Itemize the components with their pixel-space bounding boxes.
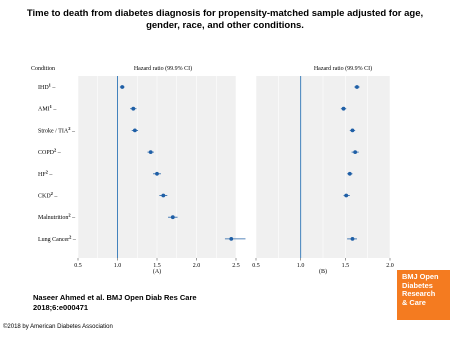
x-tick-label: 1.5 (153, 263, 161, 269)
x-tick-label: 1.0 (113, 263, 122, 269)
hazard-ratio-header: Hazard ratio (99.9% CI) (133, 66, 193, 72)
x-tick-label: 0.5 (74, 263, 82, 269)
x-tick-label: 1.0 (296, 263, 305, 269)
condition-label: Malnutrition$^2$ – (38, 212, 76, 222)
condition-label: $HF^2$ – (38, 169, 53, 178)
x-tick-label: 0.5 (252, 263, 260, 269)
hazard-point (133, 129, 137, 133)
citation (33, 293, 197, 313)
logo-line: Research (402, 289, 436, 299)
condition-label: Lung Cancer$^2$ – (38, 234, 76, 243)
citation-line2: 2018;6:e000471 (33, 303, 89, 312)
condition-label: COPD$^2$ – (38, 147, 61, 157)
logo-line: & Care (402, 297, 426, 307)
hazard-point (149, 150, 153, 154)
hazard-point (351, 237, 355, 241)
hazard-point (161, 194, 165, 198)
condition-label: CKD$^2$ – (38, 191, 58, 200)
hazard-point (342, 107, 346, 111)
hazard-point (348, 172, 352, 176)
condition-header: Condition (31, 66, 56, 72)
condition-label: IHD$^1$ – (38, 82, 56, 91)
condition-label: AMI$^1$ – (38, 104, 57, 113)
panel-b (252, 65, 394, 275)
hazard-point (351, 129, 355, 133)
panel-label: (A) (152, 269, 162, 275)
journal-logo (397, 270, 450, 320)
hazard-point (171, 215, 175, 219)
hazard-point (344, 194, 348, 198)
page-title: Time to death from diabetes diagnosis for propensity-matched sample adjusted for age, gender, race, and other conditions. (26, 8, 424, 31)
logo-line: BMJ Open (402, 272, 439, 281)
logo-line: Diabetes (402, 280, 433, 290)
hazard-point (120, 85, 124, 89)
hazard-point (353, 150, 357, 154)
hazard-ratio-header: Hazard ratio (99.9% CI) (313, 66, 373, 72)
x-tick-label: 2.5 (232, 263, 240, 269)
condition-label: Stroke / TIA$^2$ – (38, 125, 75, 135)
hazard-point (355, 85, 359, 89)
copyright-notice: ©2018 by American Diabetes Association (3, 324, 113, 330)
hazard-point (229, 237, 233, 241)
panel-a (74, 65, 245, 275)
hazard-point (155, 172, 159, 176)
citation-line1: Naseer Ahmed et al. BMJ Open Diab Res Care (33, 293, 197, 302)
x-tick-label: 2.0 (386, 263, 394, 269)
x-tick-label: 1.5 (341, 263, 350, 269)
x-tick-label: 2.0 (192, 263, 201, 269)
panel-label: (B) (319, 269, 327, 275)
hazard-point (131, 107, 135, 111)
